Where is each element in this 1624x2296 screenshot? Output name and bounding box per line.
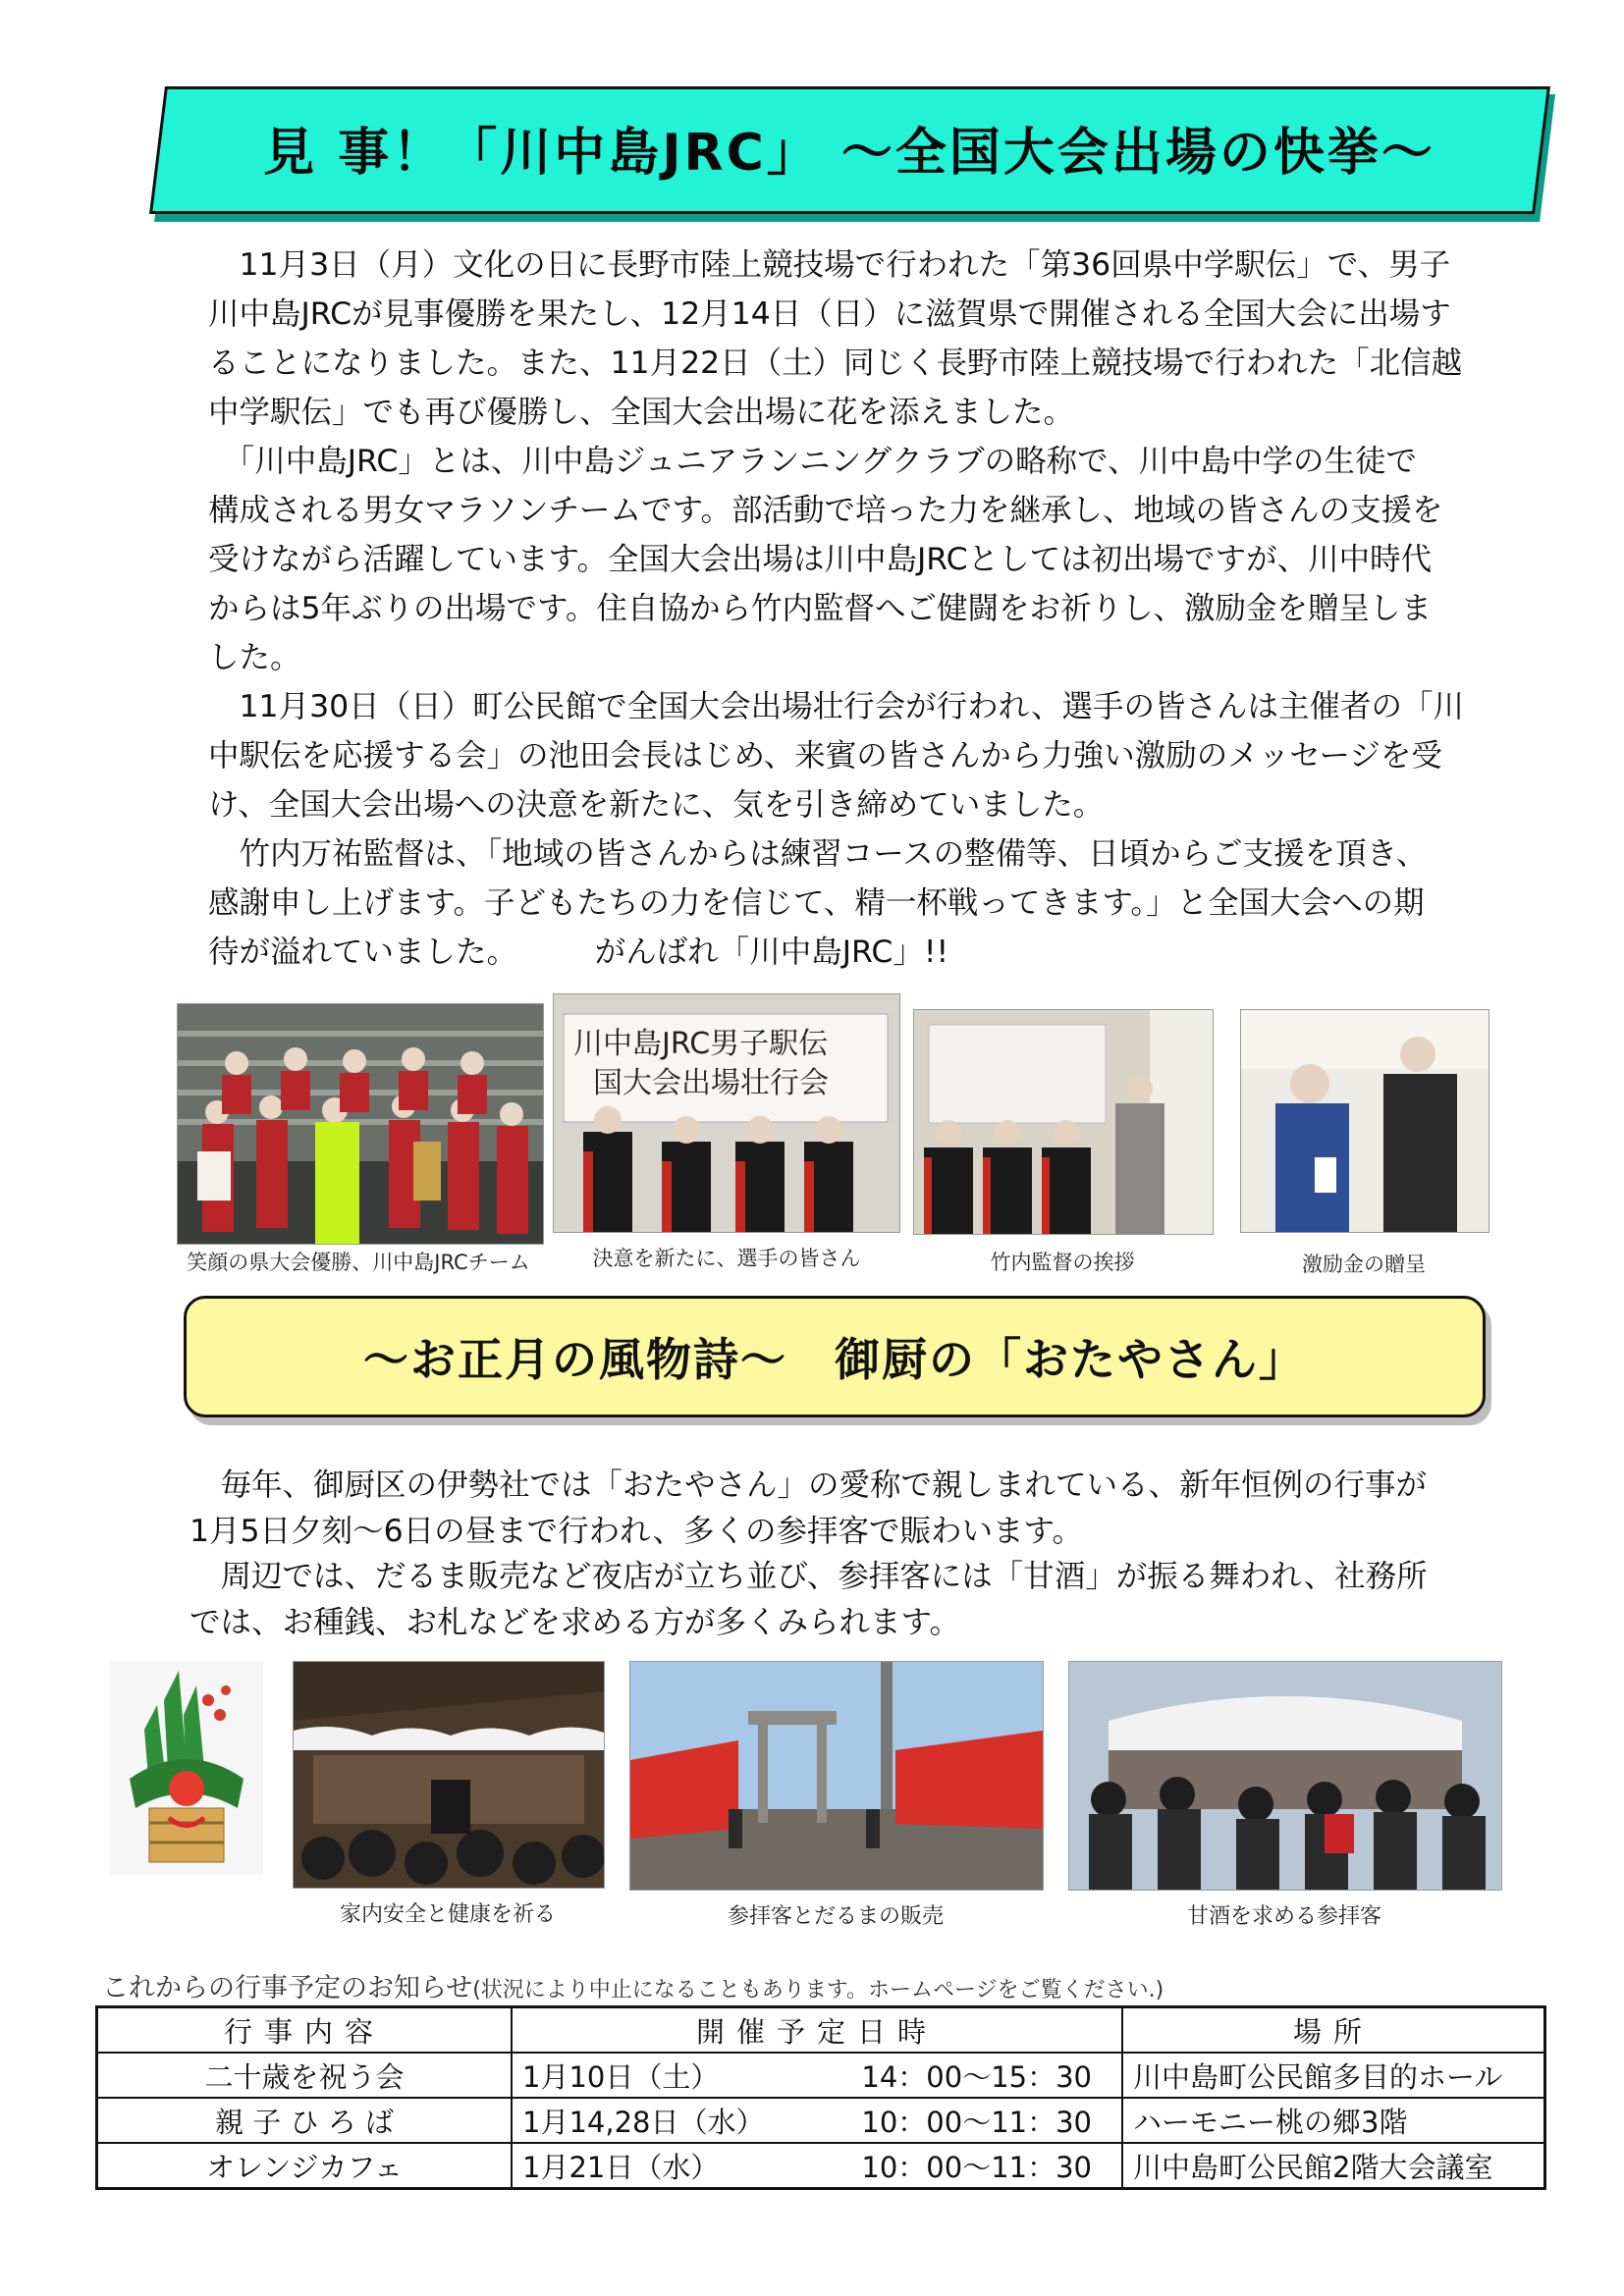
caption-shrine-prayer: 家内安全と健康を祈る (339, 1902, 556, 1927)
event-name: 二十歳を祝う会 (97, 2053, 513, 2098)
event-place: 川中島町公民館多目的ホール (1122, 2053, 1545, 2098)
event-time: 10：00～11：30 (861, 2105, 1092, 2139)
section2-paragraph-1: 毎年、御厨区の伊勢社では「おたやさん」の愛称で親しまれている、新年恒例の行事が 1月5日夕刻～6日の昼まで行われ、多くの参拝客で賑わいます。 (189, 1468, 1428, 1549)
section1-paragraph-4: 竹内万祐監督は、「地域の皆さんからは練習コースの整備等、日頃からご支援を頂き、 感謝申し上げます。子どもたちの力を信じて、精一杯戦ってきます。」と全国大会への期 待が溢れていました。 がんばれ「川中島JRC」!! (208, 836, 1428, 970)
event-datetime (512, 2098, 1122, 2143)
event-date: 1月21日（水） (522, 2150, 720, 2184)
schedule-notice-main: これからの行事予定のお知らせ (102, 1973, 473, 2003)
kadomatsu-illustration (110, 1661, 263, 1875)
banner-section2 (184, 1296, 1486, 1417)
table-row (97, 2053, 1545, 2098)
schedule-table (95, 2005, 1546, 2190)
table-row (97, 2143, 1545, 2189)
event-date: 1月14,28日（水） (522, 2105, 765, 2139)
event-datetime (512, 2143, 1122, 2189)
event-name: オレンジカフェ (97, 2143, 513, 2189)
schedule-notice (102, 1966, 1164, 2004)
caption-team-victory: 笑顔の県大会優勝、川中島JRCチーム (187, 1251, 530, 1274)
photo-daruma-stalls (629, 1661, 1044, 1891)
event-place: 川中島町公民館2階大会議室 (1122, 2143, 1545, 2189)
sign-line-1: 川中島JRC男子駅伝 (573, 1027, 829, 1061)
caption-donation: 激励金の贈呈 (1302, 1253, 1426, 1276)
caption-amazake-visitors: 甘酒を求める参拝客 (1186, 1904, 1381, 1929)
section1-title: 見 事！「川中島JRC」 ～全国大会出場の快挙～ (263, 123, 1435, 183)
caption-coach-speech: 竹内監督の挨拶 (990, 1251, 1135, 1274)
event-name: 親 子 ひ ろ ば (97, 2098, 513, 2143)
sign-line-2: 国大会出場壮行会 (593, 1066, 829, 1100)
event-time: 10：00～11：30 (861, 2150, 1092, 2184)
header-place: 場所 (1122, 2007, 1545, 2054)
photo-coach-speech (913, 1009, 1214, 1235)
section1-paragraph-3: 11月30日（日）町公民館で全国大会出場壮行会が行われ、選手の皆さんは主催者の「川 中駅伝を応援する会」の池田会長はじめ、来賓の皆さんから力強い激励のメッセージを受 け、全国大会出場への決意を新たに、気を引き締めていました。 (208, 689, 1465, 823)
caption-athletes-resolve: 決意を新たに、選手の皆さん (592, 1247, 861, 1270)
event-datetime (512, 2053, 1122, 2098)
section1-paragraph-2: 「川中島JRC」とは、川中島ジュニアランニングクラブの略称で、川中島中学の生徒で 構成される男女マラソンチームです。部活動で培った力を継承し、地域の皆さんの支援を 受けながら活躍しています。全国大会出場は川中島JRCとしては初出場ですが、川中時代 からは5年ぶりの出場です。住自協から竹内監督へご健闘をお祈りし、激励金を贈呈しま した。 (208, 444, 1443, 675)
section2-paragraph-2: 周辺では、だるま販売など夜店が立ち並び、参拝客には「甘酒」が振る舞われ、社務所 では、お種銭、お札などを求める方が多くみられます。 (189, 1559, 1428, 1640)
photo-shrine-prayer (293, 1661, 605, 1889)
section1-paragraph-1: 11月3日（月）文化の日に長野市陸上競技場で行われた「第36回県中学駅伝」で、男子 川中島JRCが見事優勝を果たし、12月14日（日）に滋賀県で開催される全国大会に出場す ることになりました。また、11月22日（土）同じく長野市陸上競技場で行われた「北信越 中学駅伝」でも再び優勝し、全国大会出場に花を添えました。 (208, 247, 1463, 430)
photo-team-victory (177, 1003, 544, 1245)
event-date: 1月10日（土） (522, 2059, 720, 2094)
photo-athletes-resolve (553, 993, 900, 1233)
event-place: ハーモニー桃の郷3階 (1122, 2098, 1545, 2143)
header-datetime: 開催予定日時 (512, 2007, 1122, 2054)
schedule-notice-sub: (状況により中止になることもあります。ホームページをご覧ください.) (472, 1978, 1164, 2002)
caption-daruma-stalls: 参拝客とだるまの販売 (727, 1904, 944, 1929)
event-time: 14：00～15：30 (861, 2059, 1092, 2094)
section2-title: ～お正月の風物詩～ 御厨の「おたやさん」 (363, 1333, 1306, 1386)
table-row (97, 2098, 1545, 2143)
photo-donation-presentation (1240, 1009, 1489, 1233)
photo-amazake-visitors (1068, 1661, 1502, 1891)
schedule-header-row (97, 2007, 1545, 2054)
header-event: 行事内容 (97, 2007, 513, 2054)
